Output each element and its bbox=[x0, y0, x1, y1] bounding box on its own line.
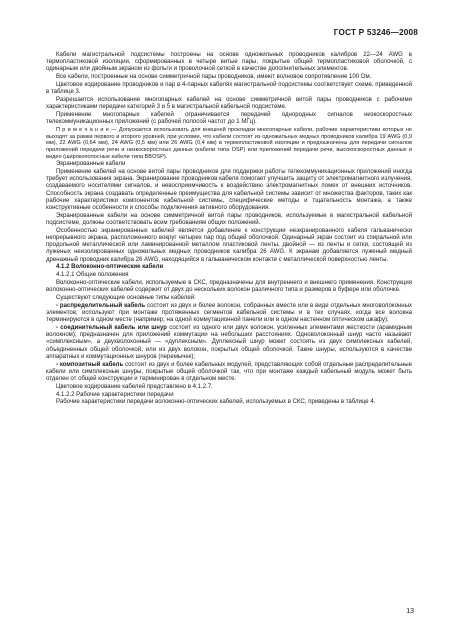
note-paragraph: П р и м е ч а н и е — Допускается использовать для внешней прокладки многопарные кабели, рабочие характеристики которых не выходят за рамки первого и второго уровней, при условии, что кабели состоят из одножильных медных проводников калибра 19 AWG (0,9 мм), 22 AWG (0,64 мм), 24 AWG (0,5 мм) или 26 AWG (0,4 мм) в термопластиковой изоляции и предназначены для передачи сигналов приложений передачи речи и низкоскоростных данных (кабели типа OSP) или приложений передачи речи, высокоскоростных данных и видео (широкополосные кабели типа BBOSP). bbox=[46, 127, 412, 160]
list-item-term: - композитный кабель bbox=[56, 361, 124, 368]
paragraph: Экранированные кабели на основе симметричной витой пары проводников, используемые в магистральной кабельной подсистеме, должны соответствовать всем требованиям общих положений. bbox=[46, 212, 412, 226]
paragraph: Разрешается использование многопарных кабелей на основе симметричной витой пары проводников с рабочими характеристиками передачи категорий 3 и 5 в магистральной кабельной подсистеме. bbox=[46, 97, 412, 111]
subsection-heading: 4.1.2.2 Рабочие характеристики передачи bbox=[56, 391, 174, 398]
list-item-text: состоит из двух и более кабельных модулей, представляющих собой отдельные распределительные кабели или симплексные шнуры, покрытые общей оболочкой так, что при монтаже каждый кабельный модуль может быть отделен от общей конструкции и терминирован в отдельном месте. bbox=[46, 361, 412, 382]
paragraph: Кабели магистральной подсистемы построены на основе одножильных проводников калибров 22—24 AWG в термопластиковой изоляции, сформированных в четыре витые пары, покрытые общей термопластиковой оболочкой, с одинарным или двойным экраном из фольги и проволочной сеткой в качестве дополнительных элементов. bbox=[46, 52, 412, 73]
section-heading: 4.1.2 Волоконно-оптические кабели bbox=[56, 264, 164, 271]
page-number: 13 bbox=[406, 608, 414, 615]
paragraph: Волоконно-оптические кабели, используемые в СКС, предназначены для внутреннего и внешнего применения. Конструкция волоконно-оптических кабелей содержит от двух до нескольких волокон различного типа и размеров в буфере или оболочке. bbox=[46, 279, 412, 294]
paragraph: Все кабели, построенные на основе симметричной пары проводников, имеют волновое сопротивление 100 Ом. bbox=[56, 74, 372, 81]
list-item bbox=[46, 362, 412, 384]
list-item-text: состоит из двух и более волокон, собранных вместе или в виде отдельных многоволоконных элементов; используют при монтаже протяженных сегментов кабельной системы и в тех случаях, когда все волокна терминируются в одном месте (например, на одной коммутационной панели или в одном настенном оптическом шкафу); bbox=[46, 302, 412, 324]
list-item-term: - соединительный кабель или шнур bbox=[56, 324, 167, 331]
paragraph: Применение кабелей на основе витой пары проводников для поддержки работы телекоммуникационных приложений иногда требует использования экрана. Экранирование проводников кабеля помогает улучшить защиту от электромагнитного излучения, создаваемого носителями сигналов, и невосприимчивость к воздействию электромагнитных помех от внешних источников. Способность экрана создавать определенные преимущества для кабельной системы зависит от множества факторов, таких как рабочие характеристики компонентов кабельной системы, специфические методы и тщательность монтажа, а также конструктивные особенности и способы подключения активного оборудования. bbox=[46, 168, 412, 211]
subsection-title: Экранированные кабели bbox=[56, 161, 126, 168]
paragraph: Цветовое кодирование проводников и пар в 4-парных кабелях магистральной подсистемы соответствует схеме, приведенной в таблице 3. bbox=[46, 82, 412, 96]
list-item-text: состоит из одного или двух волокон, усиленных элементами жесткости (арамидным волокном); предназначен для приложений коммутации на небольших расстояниях. Одноволоконный шнур часто называют «симплексным», а двухволоконный — «дуплексным». Дуплексный шнур может состоять из двух симплексных кабелей, объединенных общей оболочкой, или из двух волокон, покрытых общей оболочкой. Такие шнуры, используются в качестве аппаратных и коммутационных шнуров (перемычек); bbox=[46, 324, 412, 360]
list-item bbox=[46, 325, 412, 361]
document-body bbox=[46, 52, 412, 407]
list-item-term: - распределительный кабель bbox=[56, 302, 146, 309]
subsection-heading: 4.1.2.1 Общие положения bbox=[56, 272, 129, 279]
paragraph: Особенностью экранированных кабелей является добавление к конструкции неэкранированного кабеля гальванически непрерывного экрана, расположенного вокруг четырех пар под общей оболочкой. Одинарный экран состоит из спиральной или продольной металлической или ламинированной металлом пластиковой ленты, двойной — из ленты и сетки, состоящей из луженых неизолированных одножильных медных проводников калибра 26 AWG. К экранам добавляется луженый медный дренажный проводник калибра 26 AWG, находящийся в гальваническом контакте с металлической поверхностью ленты. bbox=[46, 227, 412, 263]
paragraph: Цветовое кодирование кабелей представлено в 4.1.2.7. bbox=[56, 383, 213, 390]
list-item bbox=[46, 303, 412, 325]
paragraph: Рабочие характеристики передачи волоконно-оптических кабелей, используемых в СКС, приведены в таблице 4. bbox=[56, 399, 376, 406]
paragraph: Существуют следующие основные типы кабелей: bbox=[56, 294, 196, 301]
paragraph: Применение многопарных кабелей ограничивается передачей однородных сигналов низкоскоростных телекоммуникационных приложений (с рабочей полосой частот до 1 МГц). bbox=[46, 112, 412, 126]
standard-header: ГОСТ Р 53246—2008 bbox=[333, 28, 418, 37]
